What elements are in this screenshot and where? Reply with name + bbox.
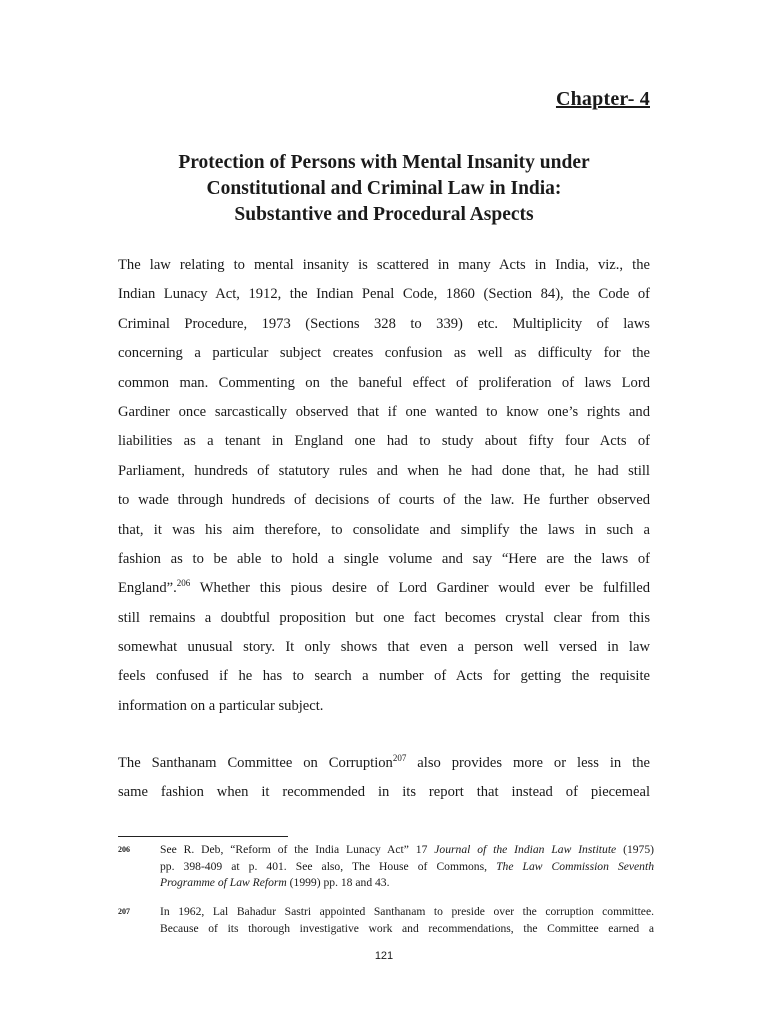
footnote-207 [118, 904, 654, 937]
title-line: Protection of Persons with Mental Insanity under [178, 152, 590, 173]
text-segment: Whether this pious desire of Lord Gardiner would ever be fulfilled [190, 580, 650, 597]
footnote-ref-206[interactable]: 206 [176, 578, 191, 589]
footnote-text [160, 842, 654, 892]
text-segment: The Santhanam Committee on Corruption [118, 755, 393, 771]
footnote-text [160, 904, 654, 937]
footnote-ref-207[interactable]: 207 [392, 753, 407, 763]
footnote-line [160, 859, 654, 876]
paragraph-line: to wade through hundreds of decisions of courts of the law. He further observed [118, 492, 650, 509]
paragraph-2 [118, 749, 650, 808]
paragraph-line: Criminal Procedure, 1973 (Sections 328 to 339) etc. Multiplicity of laws [118, 315, 650, 332]
footnote-separator [118, 836, 288, 837]
italic-segment: Programme of Law Reform [160, 876, 287, 889]
paragraph-line: The law relating to mental insanity is scattered in many Acts in India, viz., the [118, 257, 650, 273]
paragraph-line: still remains a doubtful proposition but one fact becomes crystal clear from this [118, 609, 650, 626]
text-segment: (1975) [616, 843, 654, 856]
title-line: Constitutional and Criminal Law in India: [206, 178, 562, 199]
paragraph-line: that, it was his aim therefore, to consolidate and simplify the laws in such a [118, 521, 650, 538]
paragraph-line: Parliament, hundreds of statutory rules and when he had done that, he had still [118, 462, 650, 479]
text-segment: See R. Deb, “Reform of the India Lunacy Act” 17 [160, 843, 435, 856]
italic-segment: Journal of the Indian Law Institute [434, 843, 617, 856]
footnote-line [160, 875, 654, 892]
text-segment: pp. 398-409 at p. 401. See also, The House of Commons, [160, 859, 497, 873]
paragraph-line: common man. Commenting on the baneful effect of proliferation of laws Lord [118, 374, 650, 391]
paragraph-line: liabilities as a tenant in England one had to study about fifty four Acts of [118, 433, 650, 450]
footnote-line: In 1962, Lal Bahadur Sastri appointed Santhanam to preside over the corruption committee. [160, 905, 654, 918]
paragraph-line: same fashion when it recommended in its report that instead of piecemeal [118, 784, 650, 801]
paragraph-line: feels confused if he has to search a number of Acts for getting the requisite [118, 668, 650, 685]
paragraph-1 [118, 251, 650, 721]
footnote-number: 207 [118, 907, 130, 916]
paragraph-line: fashion as to be able to hold a single volume and say “Here are the laws of [118, 550, 650, 567]
title-line: Substantive and Procedural Aspects [234, 204, 534, 225]
text-segment: England”. [118, 580, 177, 597]
text-segment: (1999) pp. 18 and 43. [286, 876, 390, 889]
paragraph-line: concerning a particular subject creates confusion as well as difficulty for the [118, 345, 650, 362]
paragraph-line: somewhat unusual story. It only shows that even a person well versed in law [118, 639, 650, 656]
footnote-206 [118, 842, 654, 892]
paragraph-line: Gardiner once sarcastically observed that if one wanted to know one’s rights and [118, 403, 650, 420]
chapter-heading: Chapter- 4 [555, 88, 650, 110]
text-segment: also provides more or less in the [406, 755, 650, 771]
footnote-line [160, 842, 654, 859]
paragraph-line: information on a particular subject. [118, 697, 324, 714]
chapter-title [118, 150, 650, 228]
page-number: 121 [374, 950, 394, 962]
paragraph-line-with-footnote-ref [118, 574, 650, 603]
italic-segment: The Law Commission Seventh [496, 859, 654, 873]
footnote-number: 206 [118, 845, 130, 854]
footnote-line: Because of its thorough investigative work and recommendations, the Committee earned a [160, 921, 654, 935]
paragraph-line-with-footnote-ref [118, 749, 650, 778]
paragraph-line: Indian Lunacy Act, 1912, the Indian Penal Code, 1860 (Section 84), the Code of [118, 286, 650, 303]
